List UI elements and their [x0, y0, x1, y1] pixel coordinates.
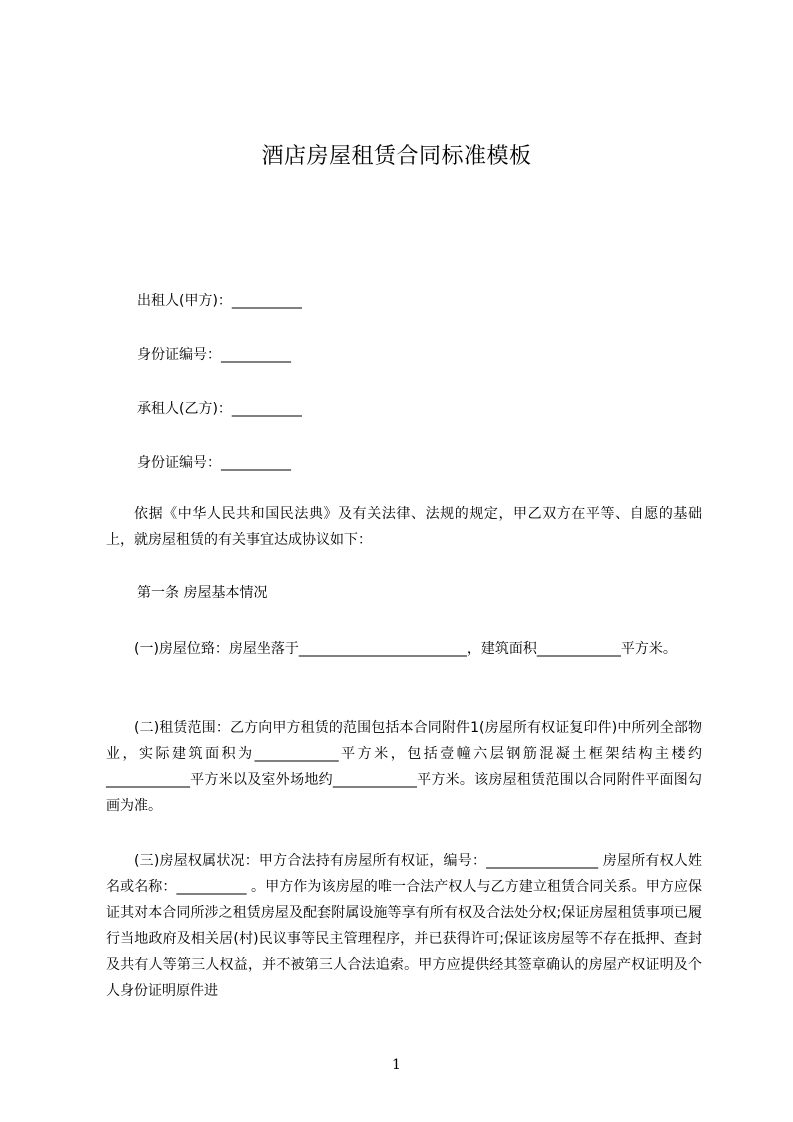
article1-heading: 第一条 房屋基本情况: [137, 585, 268, 601]
lessee-line: 承租人(乙方)：__________: [137, 401, 302, 417]
clause-ownership: (三)房屋权属状况：甲方合法持有房屋所有权证，编号：________________ 房屋所有权人姓名或名称：__________ 。甲方作为该房屋的唯一合法产权人与乙方建立租赁合同关系。甲方应保证其对本合同所涉之租赁房屋及配套附属设施等享有所有权及合法处分权;保证房屋租赁事项已履行当地政府及相关居(村)民议事等民主管理程序，并已获得许可;保证该房屋等不存在抵押、查封及共有人等第三人权益，并不被第三人合法追索。甲方应提供经其签章确认的房屋产权证明及个人身份证明原件进: [106, 853, 702, 999]
document-title: 酒店房屋租赁合同标准模板: [261, 144, 532, 169]
lessor-line: 出租人(甲方)：__________: [137, 293, 302, 309]
clause-location: (一)房屋位臵：房屋坐落于________________________，建筑面积____________平方米。: [134, 641, 677, 657]
clause-scope: (二)租赁范围：乙方向甲方租赁的范围包括本合同附件1(房屋所有权证复印件)中所列全部物业，实际建筑面积为____________平方米，包括壹幢六层钢筋混凝土框架结构主楼约____________平方米以及室外场地约____________平方米。该房屋租赁范围以合同附件平面图勾画为准。: [106, 720, 702, 814]
page-number: 1: [392, 1057, 401, 1073]
preamble-paragraph: 依据《中华人民共和国民法典》及有关法律、法规的规定，甲乙双方在平等、自愿的基础上，就房屋租赁的有关事宜达成协议如下：: [106, 506, 702, 548]
lessor-id-line: 身份证编号：__________: [137, 347, 291, 363]
lessee-id-line: 身份证编号：__________: [137, 455, 291, 471]
